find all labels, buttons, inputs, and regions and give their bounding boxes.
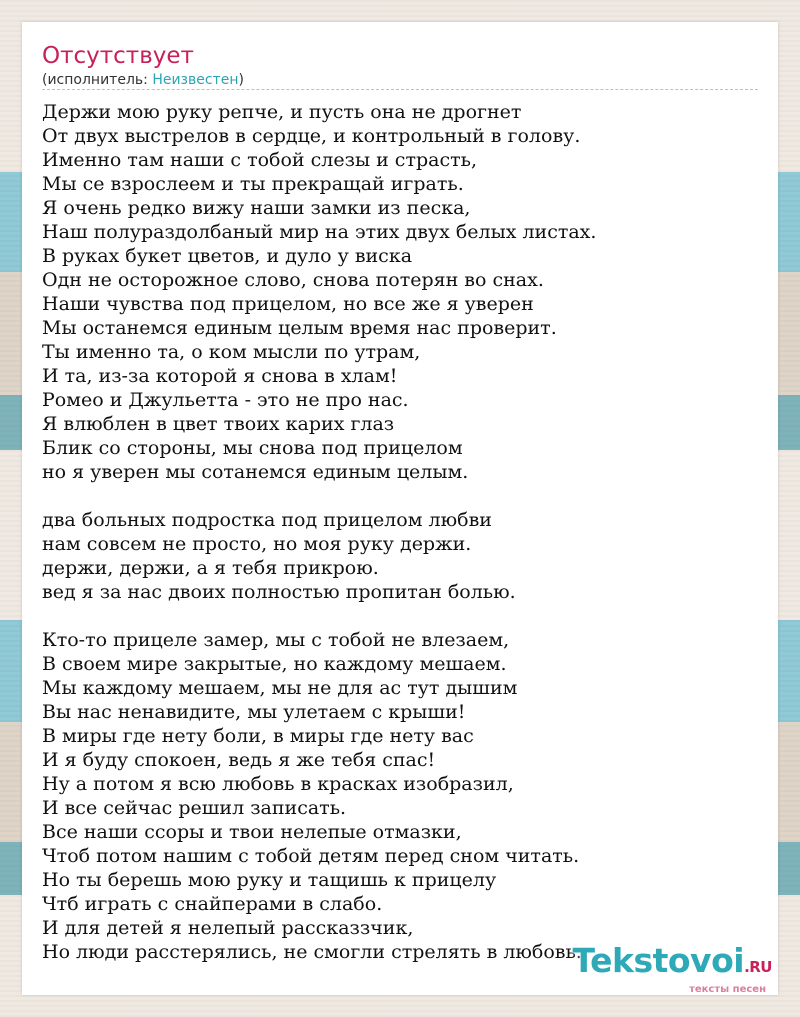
logo-tagline: тексты песен [689,984,766,995]
logo-tld: .RU [744,958,772,976]
lyric-line: Чтб играть с снайперами в слабо. [42,893,383,915]
lyric-line: Ты именно та, о ком мысли по утрам, [42,341,421,363]
lyric-line: Я очень редко вижу наши замки из песка, [42,197,471,219]
lyric-line: Наш полураздолбаный мир на этих двух белых листах. [42,221,597,243]
lyric-line: От двух выстрелов в сердце, и контрольный в голову. [42,125,581,147]
lyrics-stanza [42,100,758,484]
lyric-line: И для детей я нелепый рассказзчик, [42,917,414,939]
lyric-line: Блик со стороны, мы снова под прицелом [42,437,463,459]
lyric-line: Но ты берешь мою руку и тащишь к прицелу [42,869,497,891]
title-divider [42,89,758,90]
artist-link[interactable]: Неизвестен [152,72,239,88]
lyric-line: Ромео и Джульетта - это не про нас. [42,389,409,411]
site-logo[interactable] [572,941,772,995]
lyric-line: но я уверен мы сотанемся единым целым. [42,461,469,483]
artist-prefix: (исполнитель: [42,72,153,88]
lyric-line: Наши чувства под прицелом, но все же я уверен [42,293,534,315]
lyric-line: вед я за нас двоих полностью пропитан болью. [42,581,516,603]
logo-wordmark [572,941,772,984]
lyrics-stanza [42,508,758,604]
lyric-line: Чтоб потом нашим с тобой детям перед сном читать. [42,845,580,867]
lyric-line: В миры где нету боли, в миры где нету вас [42,725,474,747]
logo-main-text: Tekstovoi [572,941,745,980]
lyric-line: И я буду спокоен, ведь я же тебя спас! [42,749,436,771]
lyric-line: Ну а потом я всю любовь в красках изобразил, [42,773,514,795]
lyric-line: Мы се взрослеем и ты прекращай играть. [42,173,464,195]
lyric-line: Кто-то прицеле замер, мы с тобой не влезаем, [42,629,510,651]
song-title: Отсутствует [42,43,194,69]
lyrics-card [22,22,778,995]
lyric-line: В руках букет цветов, и дуло у виска [42,245,413,267]
lyric-line: Держи мою руку репче, и пусть она не дрогнет [42,101,522,123]
lyric-line: два больных подростка под прицелом любви [42,509,492,531]
lyric-line: И все сейчас решил записать. [42,797,347,819]
lyric-line: нам совсем не просто, но моя руку держи. [42,533,472,555]
lyric-line: держи, держи, а я тебя прикрою. [42,557,379,579]
lyrics-stanza [42,628,758,964]
lyric-line: Мы останемся единым целым время нас проверит. [42,317,557,339]
artist-suffix: ) [238,72,244,88]
lyrics-text [42,100,758,964]
lyric-line: Мы каждому мешаем, мы не для ас тут дышим [42,677,518,699]
artist-line [42,71,244,89]
lyric-line: Вы нас ненавидите, мы улетаем с крыши! [42,701,466,723]
lyric-line: Но люди расстерялись, не смогли стрелять в любовь. [42,941,582,963]
lyric-line: В своем мире закрытые, но каждому мешаем. [42,653,507,675]
lyric-line: И та, из-за которой я снова в хлам! [42,365,398,387]
lyric-line: Я влюблен в цвет твоих карих глаз [42,413,395,435]
lyric-line: Именно там наши с тобой слезы и страсть, [42,149,477,171]
lyric-line: Одн не осторожное слово, снова потерян во снах. [42,269,544,291]
lyric-line: Все наши ссоры и твои нелепые отмазки, [42,821,462,843]
